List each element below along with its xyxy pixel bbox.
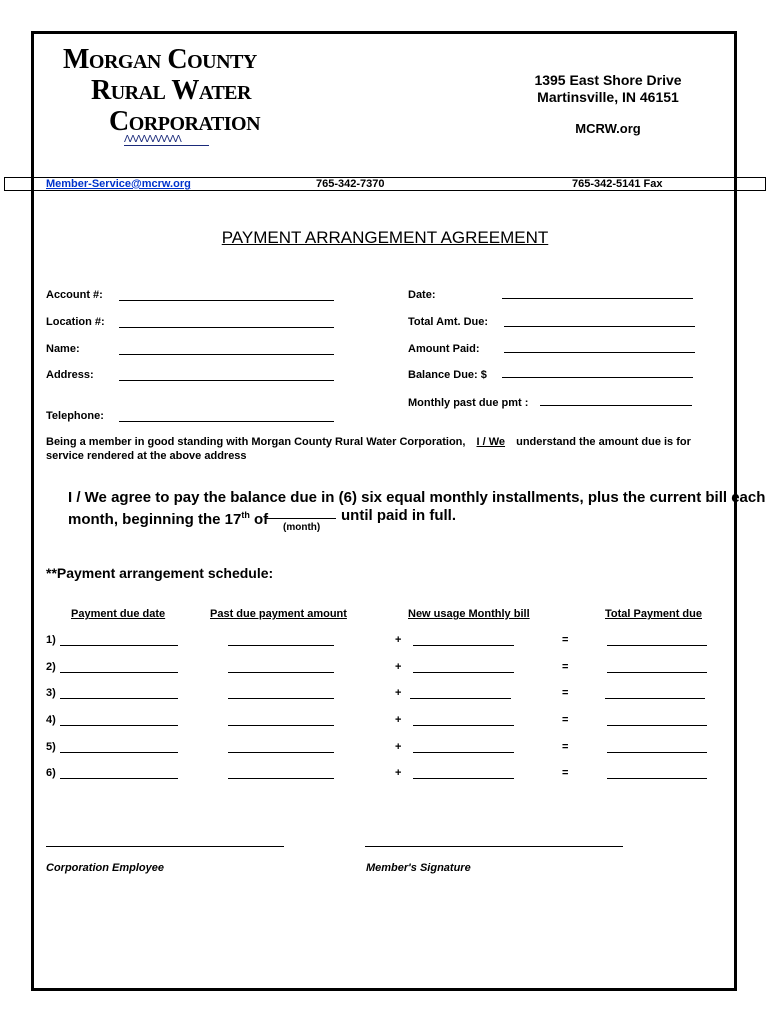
phone-number: 765-342-7370 (316, 178, 385, 190)
col-total-payment-due: Total Payment due (605, 608, 702, 620)
schedule-row-number: 1) (46, 634, 56, 646)
agreement-text-b: of (249, 511, 269, 528)
past-due-field[interactable] (228, 725, 334, 726)
logo-water-ticks: ΛΛΛΛΛΛΛΛΛΛ (124, 134, 181, 145)
email-link[interactable]: Member-Service@mcrw.org (46, 178, 191, 190)
logo-line-2: Rural Water (91, 75, 251, 106)
amount-paid-field[interactable] (504, 352, 695, 353)
month-field[interactable] (265, 518, 336, 519)
schedule-row-number: 2) (46, 661, 56, 673)
past-due-field[interactable] (228, 645, 334, 646)
col-past-due-amount: Past due payment amount (210, 608, 347, 620)
account-field[interactable] (119, 300, 334, 301)
col-payment-due-date: Payment due date (71, 608, 166, 620)
balance-due-label: Balance Due: $ (408, 369, 487, 381)
statement-line-2: service rendered at the above address (46, 450, 247, 462)
schedule-title: **Payment arrangement schedule: (46, 565, 274, 581)
date-label: Date: (408, 289, 436, 301)
col-new-usage-bill: New usage Monthly bill (408, 608, 530, 620)
agreement-line-2 (68, 507, 268, 528)
equals-sign: = (562, 767, 569, 779)
contact-bar (4, 177, 766, 191)
account-label: Account #: (46, 289, 103, 301)
equals-sign: = (562, 634, 569, 646)
total-due-label: Total Amt. Due: (408, 316, 489, 328)
month-note: (month) (283, 522, 321, 533)
agreement-line-1: I / We agree to pay the balance due in (6) six equal monthly installments, plus the current bill each (68, 489, 766, 506)
telephone-field[interactable] (119, 421, 334, 422)
date-field[interactable] (502, 298, 693, 299)
fax-number: 765-342-5141 Fax (572, 178, 663, 190)
total-payment-field[interactable] (607, 778, 707, 779)
equals-sign: = (562, 714, 569, 726)
address-street: 1395 East Shore Drive (534, 72, 682, 88)
member-signature-line[interactable] (365, 846, 623, 847)
equals-sign: = (562, 741, 569, 753)
past-due-field[interactable] (228, 698, 334, 699)
total-payment-field[interactable] (607, 752, 707, 753)
address-label: Address: (46, 369, 94, 381)
employee-signature-label: Corporation Employee (46, 862, 164, 874)
due-date-field[interactable] (60, 778, 178, 779)
location-label: Location #: (46, 316, 105, 328)
plus-sign: + (395, 714, 402, 726)
due-date-field[interactable] (60, 752, 178, 753)
statement-iwe: I / We (476, 436, 506, 448)
schedule-row-number: 5) (46, 741, 56, 753)
total-payment-field[interactable] (607, 645, 707, 646)
statement-text-a: Being a member in good standing with Morgan County Rural Water Corporation, (46, 436, 466, 448)
plus-sign: + (395, 741, 402, 753)
plus-sign: + (395, 634, 402, 646)
equals-sign: = (562, 661, 569, 673)
name-field[interactable] (119, 354, 334, 355)
plus-sign: + (395, 687, 402, 699)
address-field[interactable] (119, 380, 334, 381)
statement-text-b: understand the amount due is for (516, 436, 691, 448)
new-usage-field[interactable] (413, 725, 514, 726)
past-due-field[interactable] (228, 778, 334, 779)
new-usage-field[interactable] (413, 752, 514, 753)
name-label: Name: (46, 343, 80, 355)
document-title: PAYMENT ARRANGEMENT AGREEMENT (221, 228, 549, 247)
balance-due-field[interactable] (502, 377, 693, 378)
website-text: MCRW.org (575, 121, 641, 136)
new-usage-field[interactable] (413, 778, 514, 779)
logo-line-1: Morgan County (63, 44, 257, 75)
address-city: Martinsville, IN 46151 (537, 89, 679, 105)
logo-underline (124, 145, 209, 146)
agreement-text-a: month, beginning the 17 (68, 511, 242, 528)
logo-line-3: Corporation (109, 106, 261, 137)
due-date-field[interactable] (60, 698, 178, 699)
agreement-text-c: until paid in full. (341, 507, 456, 524)
plus-sign: + (395, 661, 402, 673)
agreement-superscript: th (241, 510, 250, 520)
past-due-field[interactable] (228, 752, 334, 753)
due-date-field[interactable] (60, 725, 178, 726)
schedule-row-number: 4) (46, 714, 56, 726)
past-due-field[interactable] (228, 672, 334, 673)
schedule-row-number: 3) (46, 687, 56, 699)
location-field[interactable] (119, 327, 334, 328)
new-usage-field[interactable] (410, 698, 511, 699)
total-due-field[interactable] (504, 326, 695, 327)
equals-sign: = (562, 687, 569, 699)
member-signature-label: Member's Signature (366, 862, 471, 874)
schedule-row-number: 6) (46, 767, 56, 779)
telephone-label: Telephone: (46, 410, 104, 422)
new-usage-field[interactable] (413, 672, 514, 673)
due-date-field[interactable] (60, 645, 178, 646)
total-payment-field[interactable] (607, 672, 707, 673)
new-usage-field[interactable] (413, 645, 514, 646)
employee-signature-line[interactable] (46, 846, 284, 847)
plus-sign: + (395, 767, 402, 779)
monthly-past-due-label: Monthly past due pmt : (408, 397, 529, 409)
due-date-field[interactable] (60, 672, 178, 673)
total-payment-field[interactable] (605, 698, 705, 699)
monthly-past-due-field[interactable] (540, 405, 692, 406)
amount-paid-label: Amount Paid: (408, 343, 480, 355)
statement-line-1 (46, 435, 746, 449)
total-payment-field[interactable] (607, 725, 707, 726)
